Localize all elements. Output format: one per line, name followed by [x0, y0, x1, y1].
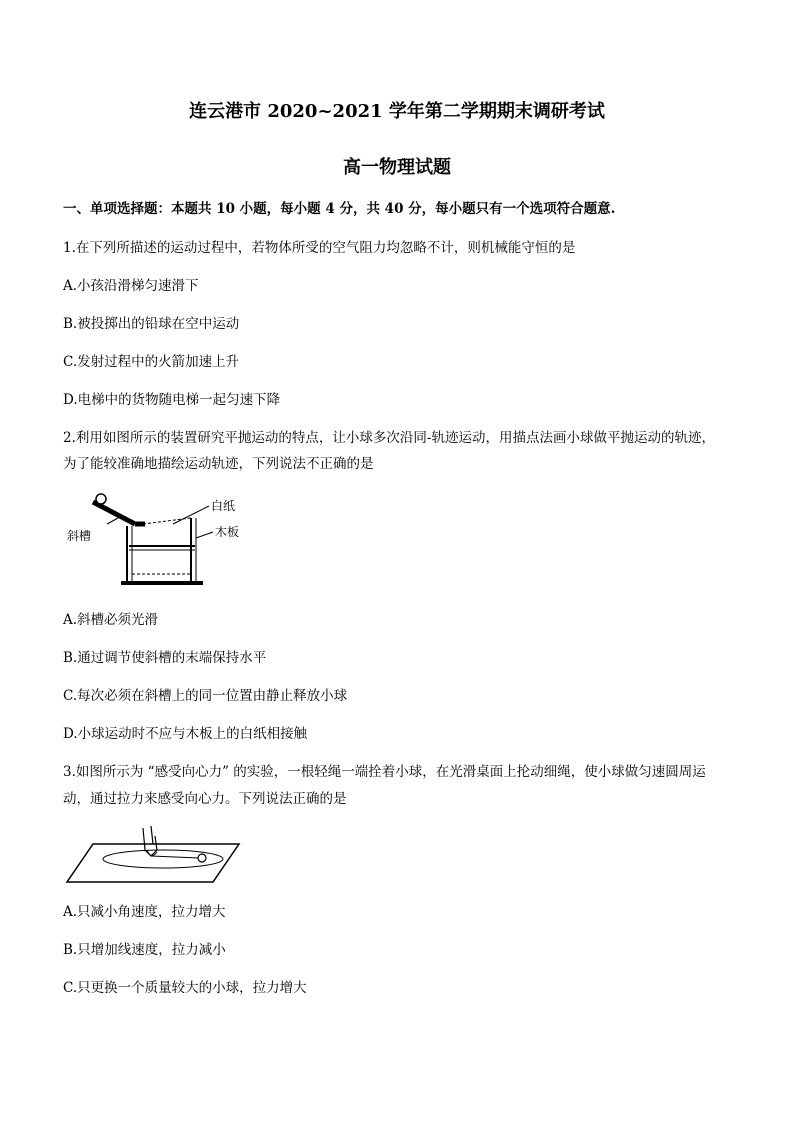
q3-stem-line1: 3.如图所示为 “感受向心力” 的实验，一根轻绳一端拴着小球，在光滑桌面上抡动细绳，使小球做匀速圆周运 — [63, 764, 706, 780]
q3-option-c: C.只更换一个质量较大的小球，拉力增大 — [63, 980, 307, 996]
q3-stem-line2: 动，通过拉力来感受向心力。下列说法正确的是 — [63, 791, 347, 807]
exam-subtitle: 高一物理试题 — [343, 157, 451, 178]
q2-stem-line1: 2.利用如图所示的装置研究平抛运动的特点，让小球多次沿同-轨迹运动，用描点法画小球做平抛运动的轨迹， — [63, 430, 715, 446]
centripetal-force-figure — [63, 822, 243, 886]
label-board: 木板 — [215, 525, 240, 539]
q1-stem: 1.在下列所描述的运动过程中，若物体所受的空气阻力均忽略不计，则机械能守恒的是 — [63, 240, 576, 256]
q2-option-b: B.通过调节使斜槽的末端保持水平 — [63, 650, 267, 666]
q3-option-a: A.只减小角速度，拉力增大 — [63, 904, 226, 920]
q2-option-d: D.小球运动时不应与木板上的白纸相接触 — [63, 726, 308, 742]
q1-option-a: A.小孩沿滑梯匀速滑下 — [63, 278, 199, 294]
section-heading: 一、单项选择题：本题共 10 小题，每小题 4 分，共 40 分，每小题只有一个选项符合题意. — [63, 201, 616, 217]
label-paper: 白纸 — [211, 499, 236, 513]
q1-option-d: D.电梯中的货物随电梯一起匀速下降 — [63, 392, 281, 408]
q3-option-b: B.只增加线速度，拉力减小 — [63, 942, 226, 958]
q1-option-b: B.被投掷出的铅球在空中运动 — [63, 316, 240, 332]
q2-stem-line2: 为了能较准确地描绘运动轨迹，下列说法不正确的是 — [63, 456, 374, 472]
label-chute: 斜槽 — [67, 529, 92, 543]
q2-option-a: A.斜槽必须光滑 — [63, 612, 159, 628]
q1-option-c: C.发射过程中的火箭加速上升 — [63, 354, 240, 370]
exam-title: 连云港市 2020~2021 学年第二学期期末调研考试 — [189, 101, 605, 122]
projectile-apparatus-figure — [63, 488, 253, 588]
q2-option-c: C.每次必须在斜槽上的同一位置由静止释放小球 — [63, 688, 348, 704]
